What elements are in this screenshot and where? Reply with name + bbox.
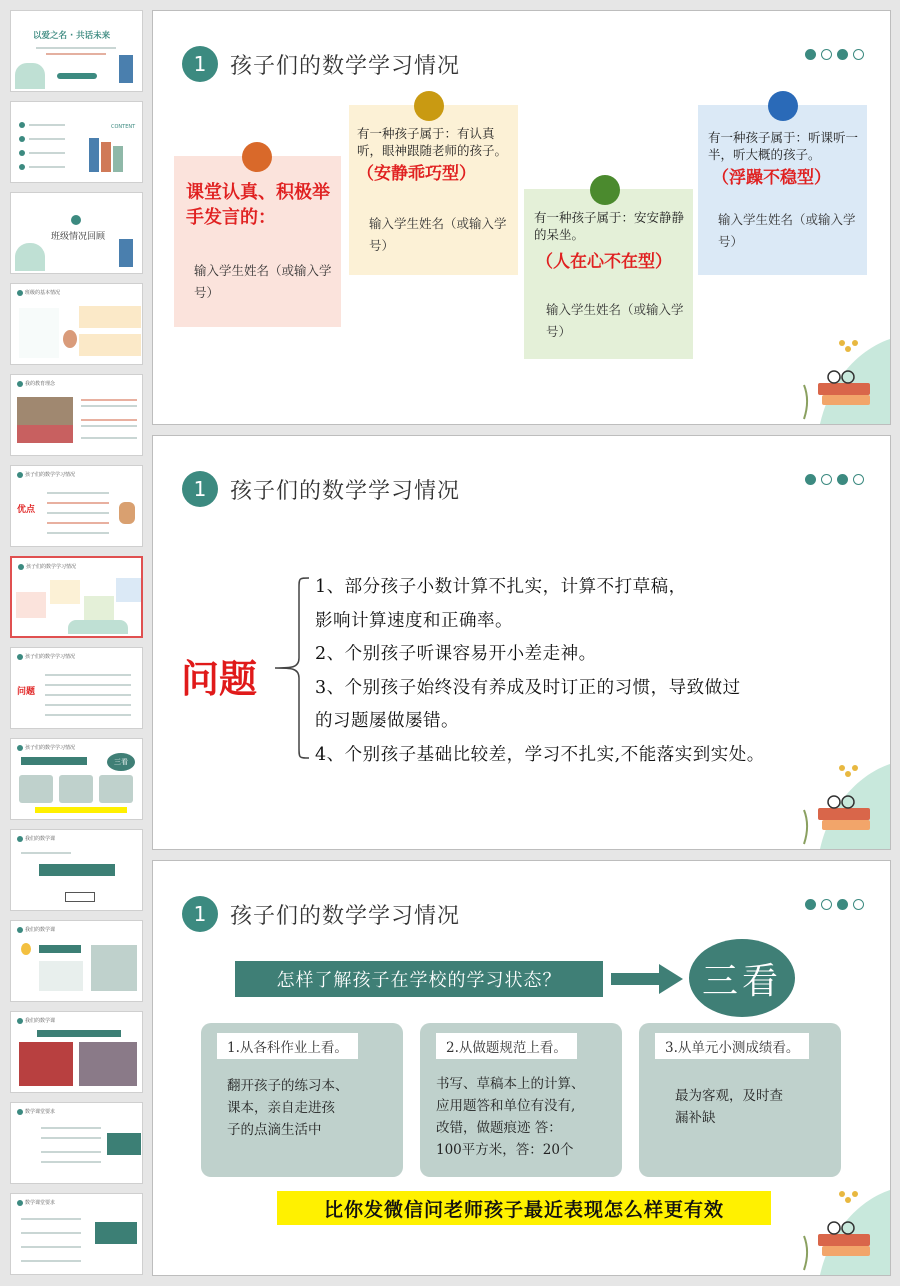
issue-line: 2、个别孩子听课容易开小差走神。 bbox=[315, 644, 597, 664]
thumbnail-label: 三看 bbox=[107, 753, 135, 771]
lightbulb-icon bbox=[21, 943, 31, 955]
thumbnail-10[interactable]: 我们的数学课 bbox=[10, 829, 143, 911]
answer-badge: 三看 bbox=[689, 939, 795, 1017]
card-name-placeholder: 输入学生姓名（或输入学号） bbox=[546, 302, 684, 339]
pin-icon bbox=[590, 175, 620, 205]
books-glasses-decoration bbox=[790, 329, 890, 424]
look-card-label: 3.从单元小测成绩看。 bbox=[655, 1033, 809, 1059]
slide-thumbnail-panel[interactable] bbox=[0, 0, 150, 1286]
thumbnail-14[interactable]: 数学课堂要求 bbox=[10, 1193, 143, 1275]
leaf-decoration bbox=[15, 63, 45, 89]
arrow-right-icon bbox=[611, 964, 683, 994]
pin-icon bbox=[242, 142, 272, 172]
student-type-card-4 bbox=[698, 105, 867, 275]
issue-line: 的习题屡做屡错。 bbox=[315, 711, 459, 731]
card-type: 课堂认真、积极举手发言的： bbox=[186, 182, 330, 228]
book-decoration bbox=[89, 138, 99, 172]
thumbnail-1[interactable] bbox=[10, 10, 143, 92]
section-number: 1 bbox=[182, 471, 218, 507]
slide-title: 孩子们的数学学习情况 bbox=[230, 53, 461, 79]
thumbnail-title: 班级情况回顾 bbox=[51, 232, 106, 242]
card-name-placeholder: 输入学生姓名（或输入学号） bbox=[194, 263, 332, 300]
book-decoration bbox=[119, 55, 133, 83]
class-photo bbox=[79, 1042, 137, 1086]
slide-three-looks[interactable] bbox=[152, 860, 891, 1276]
card-description: 有一种孩子属于：听课听一半，听大概的孩子。 bbox=[708, 130, 859, 162]
thumbnail-label: 问题 bbox=[17, 687, 36, 697]
student-type-card-1 bbox=[174, 156, 341, 327]
thumbnail-7-active[interactable]: 孩子们的数学学习情况 bbox=[10, 556, 143, 638]
thumbnail-9[interactable]: 孩子们的数学学习情况 三看 bbox=[10, 738, 143, 820]
thumbnail-label: 优点 bbox=[17, 505, 36, 515]
pagination-dots bbox=[805, 474, 864, 485]
slide-title: 孩子们的数学学习情况 bbox=[230, 903, 461, 929]
card-description: 有一种孩子属于：有认真听，眼神跟随老师的孩子。 bbox=[357, 126, 508, 158]
issue-line: 1、部分孩子小数计算不扎实，计算不打草稿， bbox=[315, 577, 687, 597]
thumbnail-12[interactable]: 我们的数学课 bbox=[10, 1011, 143, 1093]
thumbnail-4[interactable]: 班级的基本情况 bbox=[10, 283, 143, 365]
look-card-2 bbox=[420, 1023, 622, 1177]
card-type: （浮躁不稳型） bbox=[712, 168, 831, 188]
look-card-label: 1.从各科作业上看。 bbox=[217, 1033, 358, 1059]
look-card-text: 翻开孩子的练习本、 课本，亲自走进孩 子的点滴生活中 bbox=[227, 1078, 349, 1138]
student-type-card-2 bbox=[349, 105, 518, 275]
pagination-dots bbox=[805, 899, 864, 910]
issue-line: 3、个别孩子始终没有养成及时订正的习惯，导致做过 bbox=[315, 677, 741, 698]
avatar bbox=[63, 330, 77, 348]
thumbnail-2[interactable] bbox=[10, 101, 143, 183]
card-name-placeholder: 输入学生姓名（或输入学号） bbox=[369, 216, 507, 253]
look-card-1 bbox=[201, 1023, 403, 1177]
thumbnail-5[interactable]: 我的教育理念 bbox=[10, 374, 143, 456]
books-glasses-decoration bbox=[790, 1180, 890, 1275]
slide-title: 孩子们的数学学习情况 bbox=[230, 478, 461, 504]
card-name-placeholder: 输入学生姓名（或输入学号） bbox=[718, 212, 856, 249]
slide-student-types[interactable] bbox=[152, 10, 891, 425]
look-card-text: 最为客观，及时查 漏补缺 bbox=[675, 1088, 783, 1126]
section-number: 1 bbox=[182, 896, 218, 932]
card-description: 有一种孩子属于：安安静静的呆坐。 bbox=[534, 210, 685, 242]
class-photo bbox=[19, 1042, 73, 1086]
section-number: 1 bbox=[182, 46, 218, 82]
pagination-dots bbox=[805, 49, 864, 60]
thumbnail-11[interactable]: 我们的数学课 bbox=[10, 920, 143, 1002]
problem-heading: 问题 bbox=[181, 656, 258, 701]
thumbnail-13[interactable]: 数学课堂要求 bbox=[10, 1102, 143, 1184]
card-type: （人在心不在型） bbox=[536, 252, 672, 272]
thumbnail-title: CONTENT bbox=[111, 124, 136, 130]
books-glasses-decoration bbox=[790, 754, 890, 849]
look-card-label: 2.从做题规范上看。 bbox=[436, 1033, 577, 1059]
slide-problems[interactable] bbox=[152, 435, 891, 850]
thumbnail-6[interactable]: 孩子们的数学学习情况 优点 bbox=[10, 465, 143, 547]
look-card-3 bbox=[639, 1023, 841, 1177]
pin-icon bbox=[768, 91, 798, 121]
question-banner: 怎样了解孩子在学校的学习状态？ bbox=[235, 961, 603, 997]
issue-line: 影响计算速度和正确率。 bbox=[315, 610, 513, 631]
avatar bbox=[119, 502, 135, 524]
issue-list bbox=[315, 571, 765, 772]
thumbnail-8[interactable]: 孩子们的数学学习情况 问题 bbox=[10, 647, 143, 729]
look-card-text: 书写、草稿本上的计算、 应用题答和单位有没有, 改错，做题痕迹 答： 100平方米，答：20个 bbox=[436, 1076, 585, 1158]
student-type-card-3 bbox=[524, 189, 693, 359]
card-type: （安静乖巧型） bbox=[357, 164, 476, 184]
highlight-banner: 比你发微信问老师孩子最近表现怎么样更有效 bbox=[277, 1191, 771, 1225]
brace-icon bbox=[271, 576, 311, 762]
issue-line: 4、个别孩子基础比较差，学习不扎实,不能落实到实处。 bbox=[315, 744, 765, 765]
pin-icon bbox=[414, 91, 444, 121]
thumbnail-3[interactable] bbox=[10, 192, 143, 274]
thumbnail-title: 以爱之名 · 共话未来 bbox=[33, 31, 111, 41]
